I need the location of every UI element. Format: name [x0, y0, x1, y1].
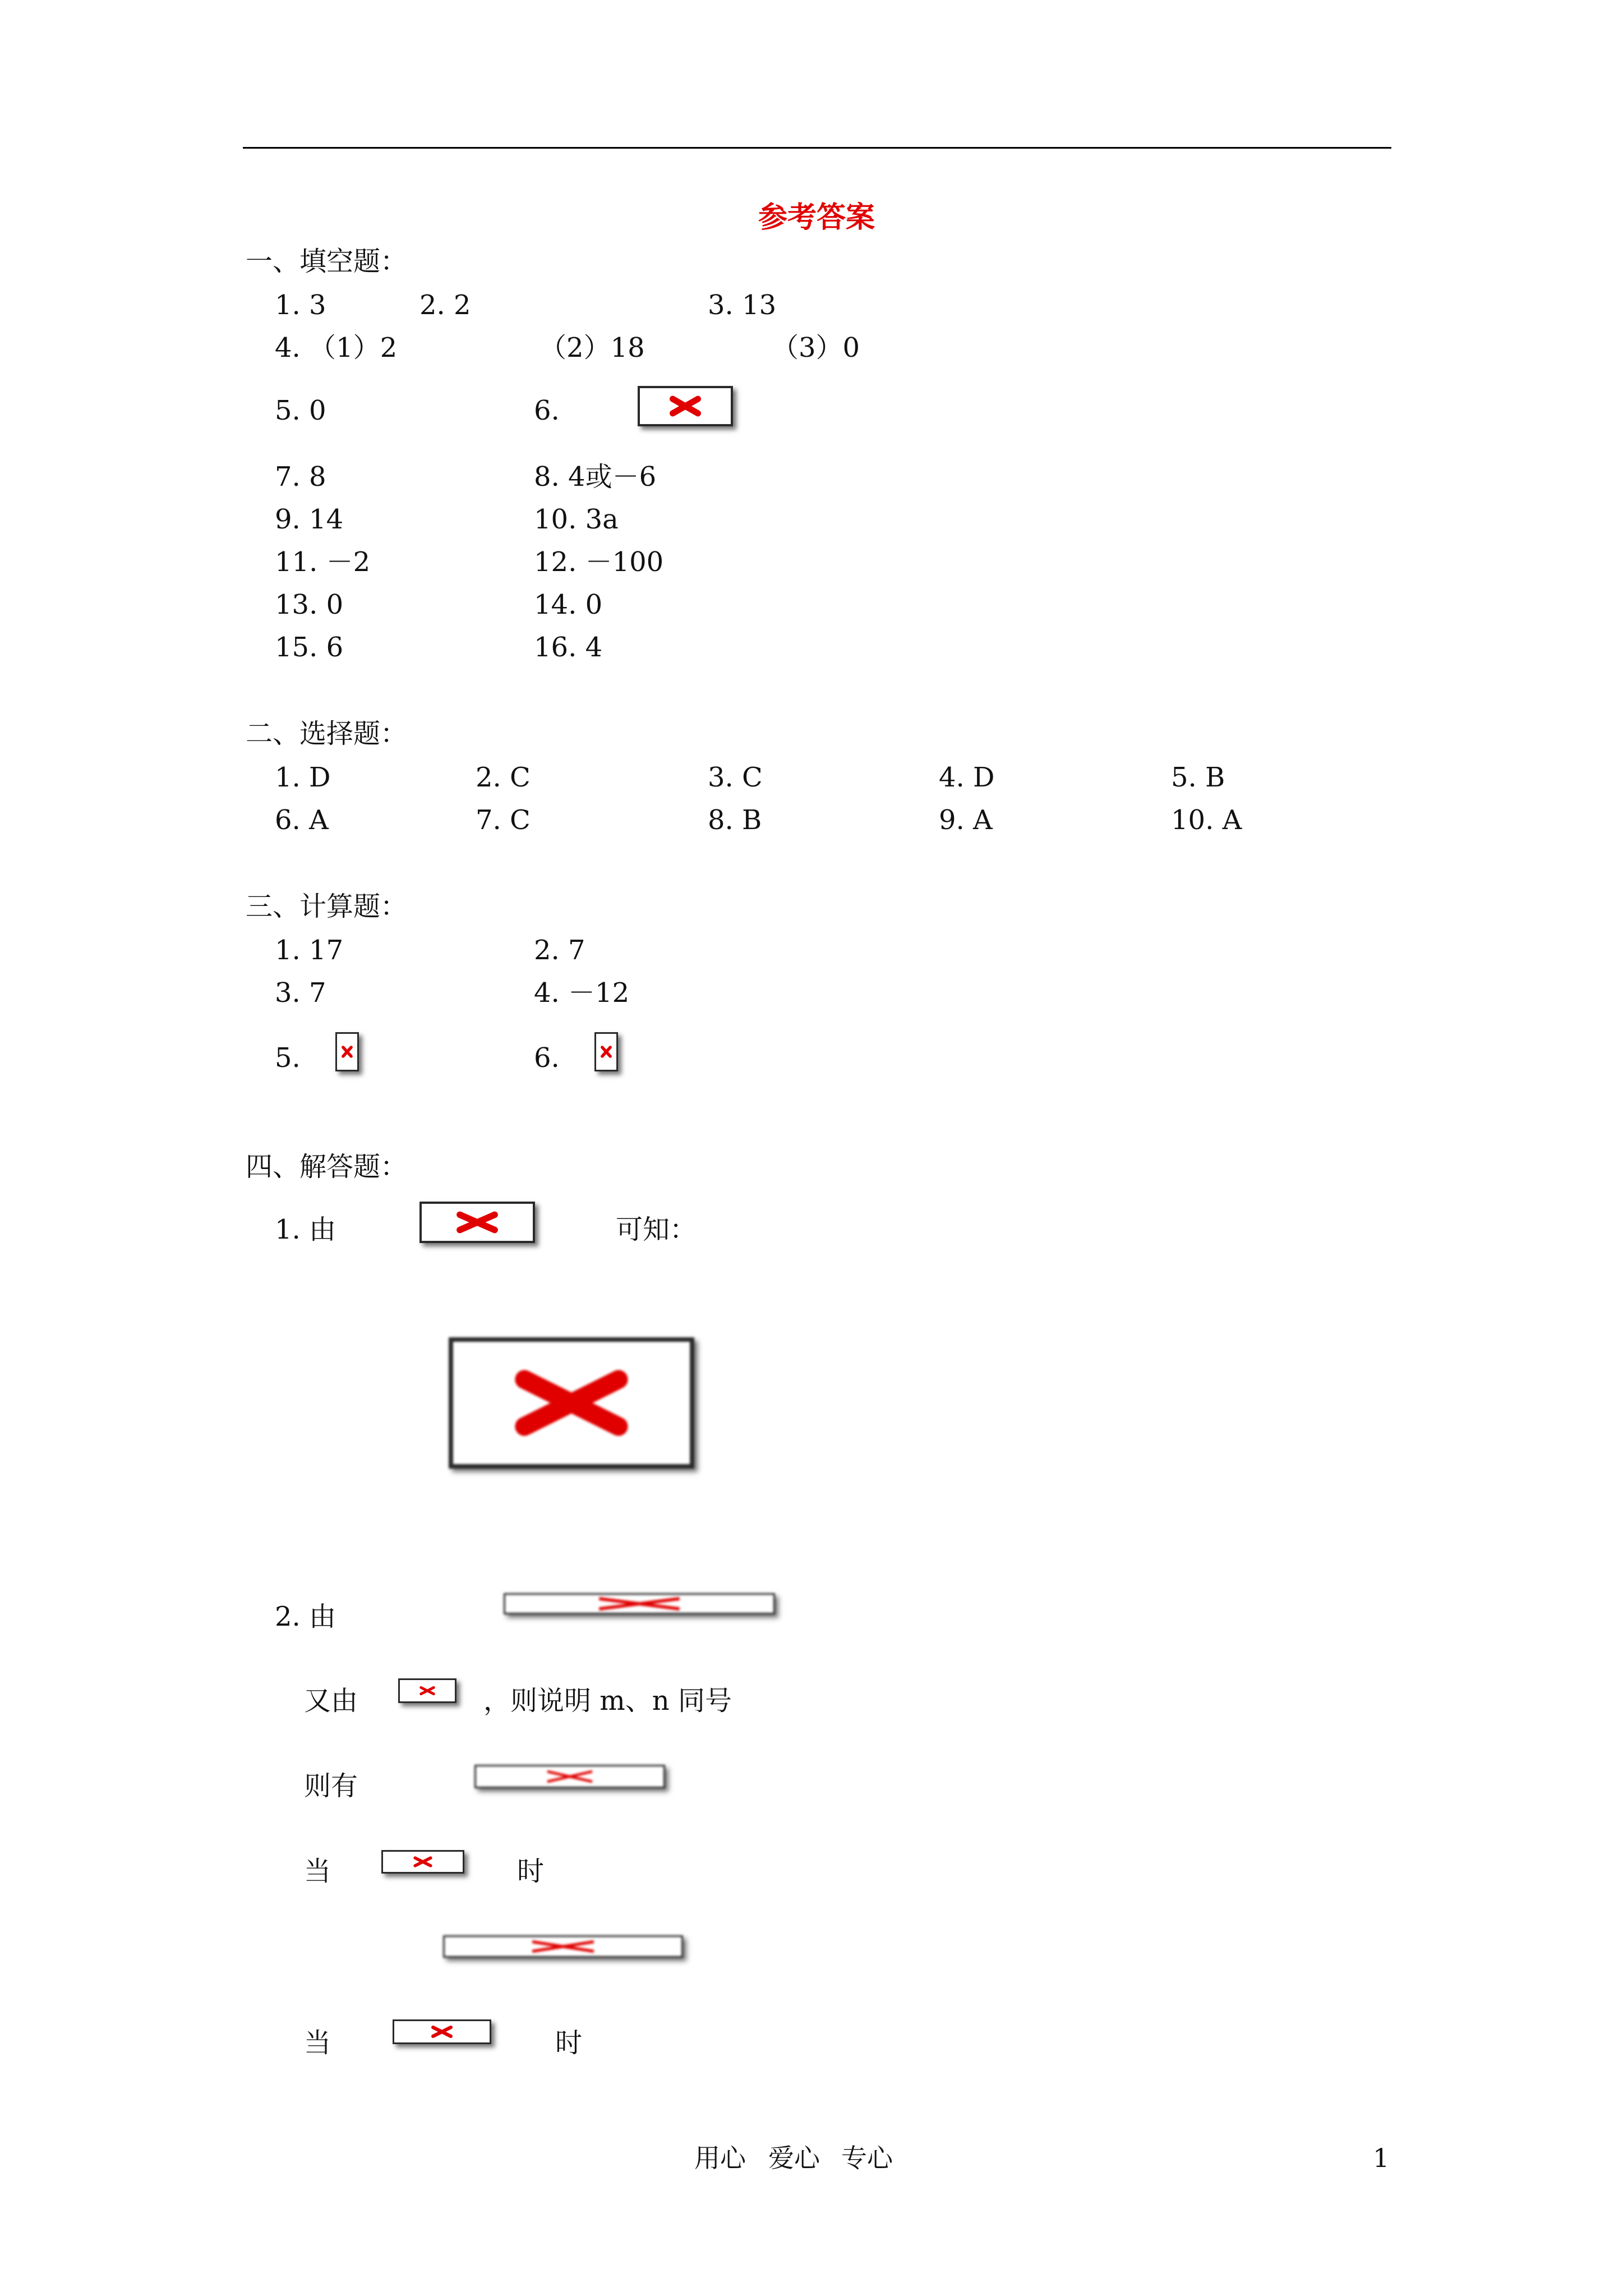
- answer-item: 10. 3a: [534, 504, 619, 535]
- answer-item: 12. －100: [534, 546, 664, 578]
- answer-item: 2. 2: [419, 289, 471, 321]
- header-rule: [243, 147, 1391, 149]
- question-number: 2. 由: [275, 1601, 336, 1632]
- broken-image-icon: [449, 1337, 694, 1469]
- answer-item: （2）18: [540, 332, 645, 364]
- answer-item: 8. 4或－6: [534, 461, 657, 493]
- footer-motto: 爱心: [768, 2143, 820, 2173]
- broken-image-icon: [419, 1202, 535, 1243]
- text-segment: 则有: [304, 1770, 358, 1802]
- answer-item: 3. 7: [275, 977, 326, 1009]
- broken-image-icon: [504, 1593, 775, 1614]
- answer-item: 4. （1）2: [275, 332, 398, 364]
- answer-item: 2. 7: [534, 935, 585, 966]
- answer-item: 8. B: [708, 804, 762, 836]
- text-segment: 当: [304, 2027, 331, 2059]
- text-segment: 时: [517, 1856, 545, 1887]
- text-segment: 当: [304, 1856, 331, 1887]
- page-number: 1: [1373, 2143, 1390, 2173]
- broken-image-icon: [638, 386, 733, 426]
- answer-item: 9. 14: [275, 504, 344, 535]
- answer-item: 16. 4: [534, 632, 603, 663]
- answer-item: 3. 13: [708, 289, 777, 321]
- broken-image-icon: [393, 2019, 491, 2044]
- answer-item: 9. A: [939, 804, 993, 836]
- answer-item: 11. －2: [275, 546, 371, 578]
- answer-item: 5. 0: [275, 395, 326, 426]
- answer-item: 3. C: [708, 762, 763, 793]
- answer-item: 6.: [534, 1042, 560, 1074]
- answer-item: 6.: [534, 395, 560, 426]
- answer-item: 4. D: [939, 762, 995, 793]
- answer-item: 5. B: [1171, 762, 1225, 793]
- broken-image-icon: [474, 1765, 665, 1788]
- text-segment: 时: [555, 2027, 583, 2059]
- answer-item: （3）0: [772, 332, 860, 364]
- section-heading-solutions: 四、解答题：: [246, 1151, 408, 1182]
- broken-image-icon: [594, 1032, 618, 1071]
- broken-image-icon: [398, 1678, 457, 1703]
- answer-item: 1. 17: [275, 935, 344, 966]
- answer-item: 4. －12: [534, 977, 630, 1009]
- footer-motto: 用心: [694, 2143, 746, 2173]
- answer-item: 6. A: [275, 804, 329, 836]
- answer-item: 15. 6: [275, 632, 344, 663]
- section-heading-fill-blank: 一、填空题：: [246, 246, 408, 277]
- answer-item: 1. D: [275, 762, 331, 793]
- page-title: 参考答案: [758, 200, 875, 234]
- question-number: 1. 由: [275, 1214, 336, 1245]
- footer-motto: 专心: [841, 2143, 893, 2173]
- broken-image-icon: [335, 1032, 359, 1071]
- answer-item: 1. 3: [275, 289, 326, 321]
- text-segment: ，则说明 m、n 同号: [483, 1685, 732, 1717]
- text-segment: 又由: [304, 1685, 358, 1717]
- answer-item: 5.: [275, 1042, 301, 1074]
- answer-item: 14. 0: [534, 589, 603, 620]
- section-heading-calculation: 三、计算题：: [246, 891, 408, 922]
- text-segment: 可知：: [616, 1214, 697, 1245]
- answer-item: 2. C: [476, 762, 531, 793]
- answer-item: 10. A: [1171, 804, 1242, 836]
- answer-item: 7. C: [476, 804, 531, 836]
- broken-image-icon: [443, 1935, 683, 1958]
- broken-image-icon: [381, 1850, 464, 1874]
- answer-item: 7. 8: [275, 461, 326, 493]
- answer-item: 13. 0: [275, 589, 344, 620]
- section-heading-multiple-choice: 二、选择题：: [246, 718, 408, 749]
